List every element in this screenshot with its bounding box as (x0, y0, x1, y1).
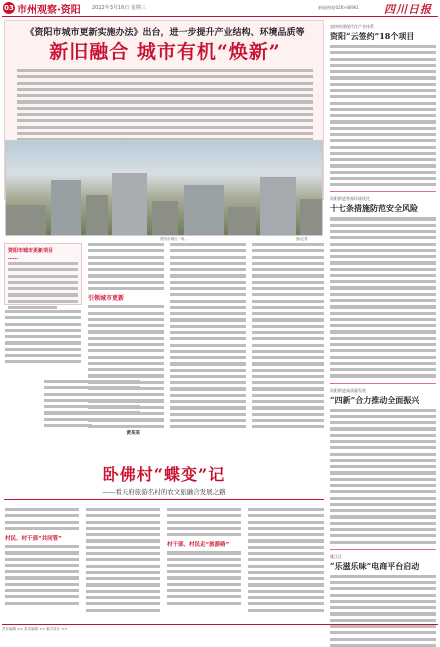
lead-kicker-headline: 《资阳市城市更新实施办法》出台，进一步提升产业结构、环境品质等 (25, 28, 305, 38)
lead-column-4-text (252, 243, 324, 453)
feature-subheading-1: 村民、村干部“共同管” (5, 536, 62, 543)
right-sidebar (330, 20, 436, 632)
feature-column-1-text (5, 508, 79, 622)
column-subheading: 引领城市更新 (88, 295, 125, 303)
info-box-title: 资阳市城市更新项目 (8, 248, 54, 254)
feature-column-4-text (248, 508, 324, 622)
page-footer: 责任编辑 ×× 美术编辑 ×× 版式设计 ×× (2, 624, 438, 634)
page-header (0, 0, 440, 18)
sidebar-headline-3: “四新”合力推动全面振兴 (330, 394, 420, 405)
feature-headline: 卧佛村“蝶变”记 (102, 465, 226, 484)
header-rule (2, 16, 438, 17)
sidebar-kicker-4: 雁江区 (330, 553, 342, 559)
photo-caption: 资阳市城区一角。 (160, 237, 188, 241)
sidebar-kicker-1: 加快构建现代化产业体系 (330, 24, 374, 29)
feature-article-header (4, 462, 324, 506)
sidebar-kicker-3: 资阳推进高质量发展 (330, 387, 366, 393)
sidebar-headline-1: 资阳“云签约”18个项目 (330, 31, 415, 41)
pull-quote-author: 黄某某 (126, 431, 140, 437)
info-box (4, 243, 82, 305)
lead-column-3-text (170, 243, 246, 453)
sidebar-headline-4: “乐滋乐味”电商平台启动 (330, 560, 420, 571)
lead-photo (5, 140, 323, 236)
issue-date: 2022年3月16日 星期三 (92, 5, 146, 11)
pull-quote (44, 380, 140, 450)
lead-column-1-text (5, 310, 81, 372)
photo-credit: 图/记者 (296, 237, 308, 241)
sidebar-headline-2: 十七条措施防范安全风险 (330, 203, 418, 214)
feature-subheading-2: 村干部、村民走“旅游路” (167, 542, 230, 549)
feature-subheadline: ——看天府旅游名村的农文旅融合发展之路 (102, 488, 226, 496)
feature-rule (4, 499, 324, 500)
news-hotline: 新闻热线(028)-86961 (318, 5, 359, 10)
newspaper-logo: 四川日报 (384, 3, 432, 16)
page-number-badge: 03 (4, 4, 14, 12)
lead-main-headline: 新旧融合 城市有机“焕新” (49, 41, 281, 63)
feature-column-2-text (86, 508, 160, 622)
sidebar-kicker-2: 资阳推进营商环境优化 (330, 196, 370, 202)
section-title: 市州观察·资阳 (17, 5, 81, 16)
info-box-subtitle: …… (8, 255, 18, 261)
feature-column-3-text (167, 508, 241, 622)
